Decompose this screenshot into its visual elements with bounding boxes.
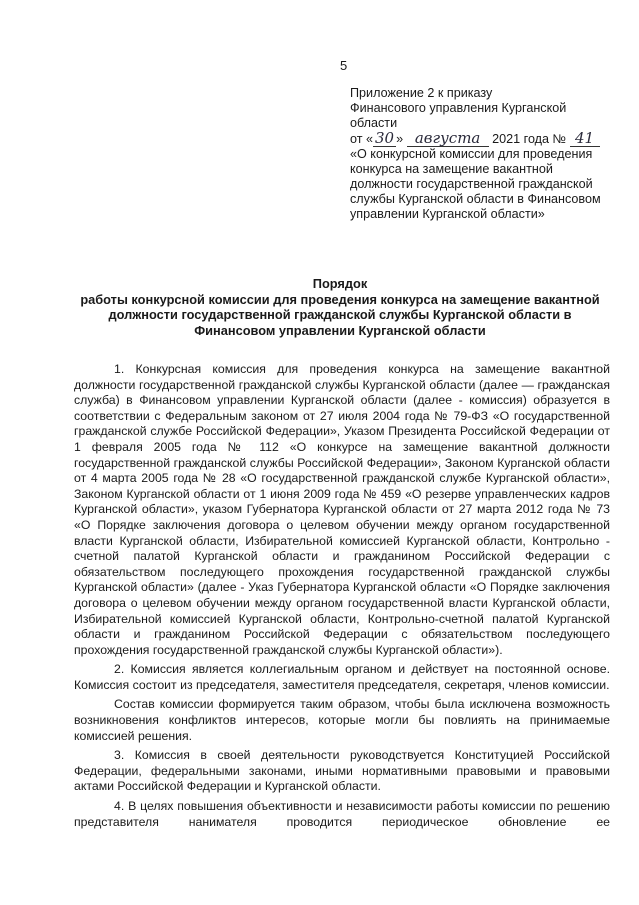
date-mid: » [396,132,404,146]
date-prefix: от « [350,132,373,146]
paragraph-4: 3. Комиссия в своей деятельности руководствуется Конституцией Российской Федерации, федеральными законами, иными нормативными правовыми и правовыми актами Российской Федерации и Курганской области. [74,748,610,794]
heading-line: должности государственной гражданской службы Курганской области в [108,307,572,322]
appendix-line: Приложение 2 к приказу [350,86,493,100]
page-number: 5 [340,58,348,73]
appendix-doc-title: «О конкурсной комиссии для проведения конкурса на замещение вакантной должности государственной гражданской службы Курганской области в Финансовом управлении Курганской области» [350,147,601,221]
appendix-date-line [350,131,612,147]
document-body [74,362,610,834]
handwritten-month: августа [407,131,489,147]
paragraph-5: 4. В целях повышения объективности и независимости работы комиссии по решению представителя нанимателя проводится периодическое обновление ее [74,799,610,829]
heading-title: Порядок [312,276,368,291]
document-heading [70,276,610,338]
appendix-line: Финансового управления Курганской [350,101,567,115]
appendix-line: области [350,116,398,130]
year-text: 2021 года № [492,132,567,146]
appendix-block [350,86,612,222]
handwritten-day: 30 [375,129,395,147]
heading-line: Финансовом управлении Курганской области [194,322,486,338]
paragraph-3: Состав комиссии формируется таким образом, чтобы была исключена возможность возникновения конфликтов интересов, которые могли бы повлиять на принимаемые комиссией решения. [74,697,610,743]
handwritten-order-number: 41 [570,131,600,147]
heading-line: работы конкурсной комиссии для проведения конкурса на замещение вакантной [80,291,600,307]
paragraph-1: 1. Конкурсная комиссия для проведения конкурса на замещение вакантной должности государственной гражданской службы Курганской области (далее — гражданская служба) в Финансовом управлении Курганской области (далее - комиссия) образуется в соответствии с Федеральным законом от 27 июля 2004 года № 79-ФЗ «О государственной гражданской службе Российской Федерации», Указом Президента Российской Федерации от 1 февраля 2005 года № 112 «О конкурсе на замещение вакантной должности государственной гражданской службы Российской Федерации», Законом Курганской области от 4 марта 2005 года № 28 «О государственной гражданской службе Курганской области», Законом Курганской области от 1 июня 2009 года № 459 «О резерве управленческих кадров Курганской области», указом Губернатора Курганской области от 27 марта 2012 года № 73 «О Порядке заключения договора о целевом обучении между органом государственной власти Курганской области, Избирательной комиссией Курганской области, Контрольно - счетной палатой Курганской области и гражданином Российской Федерации с обязательством последующего прохождения государственной гражданской службы Курганской области» (далее - Указ Губернатора Курганской области «О Порядке заключения договора о целевом обучении между органом государственной власти Курганской области, Избирательной комиссией Курганской области, Контрольно-счетной палатой Курганской области и гражданином Российской Федерации с обязательством последующего прохождения государственной гражданской службы Курганской области»). [74,362,610,657]
paragraph-2: 2. Комиссия является коллегиальным органом и действует на постоянной основе. Комиссия состоит из председателя, заместителя председателя, секретаря, членов комиссии. [74,662,610,692]
